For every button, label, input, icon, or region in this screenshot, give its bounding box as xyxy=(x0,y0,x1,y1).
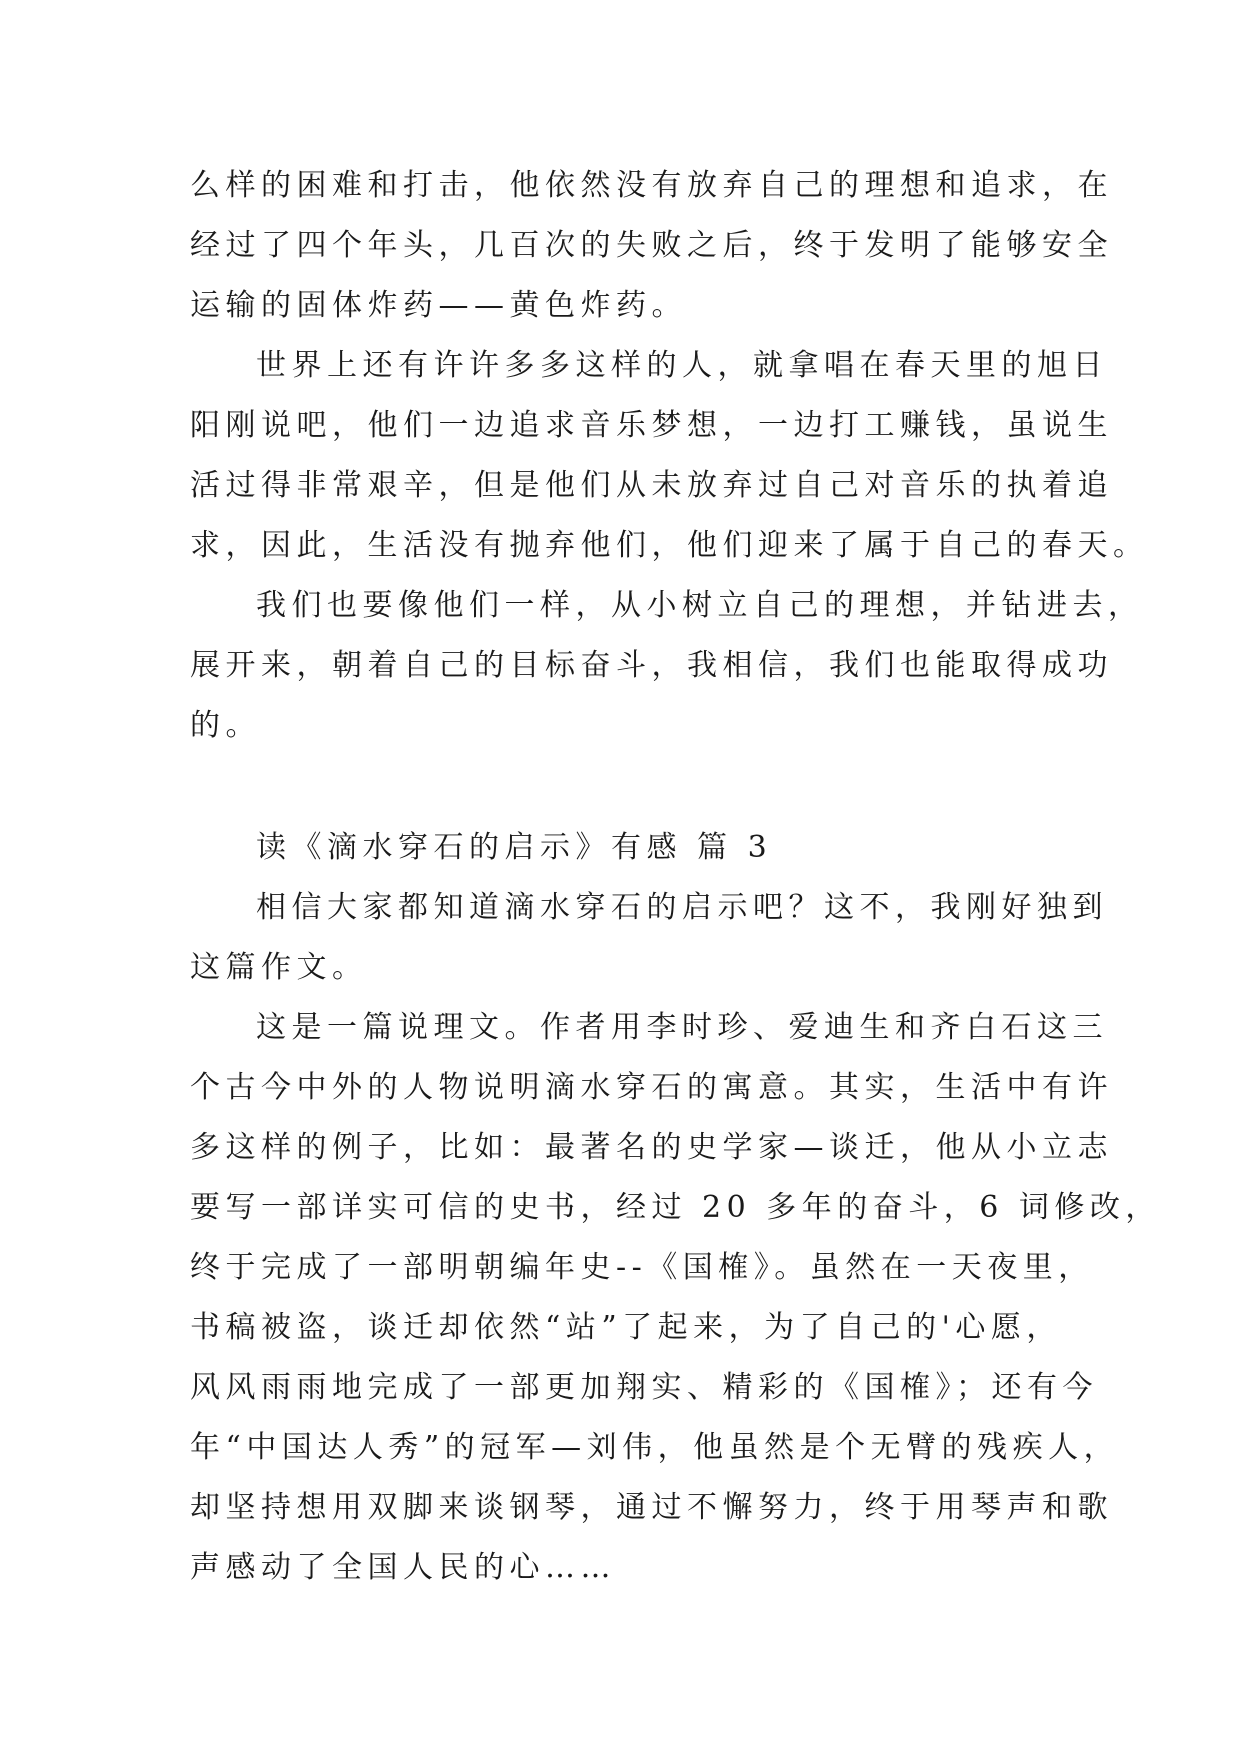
text-line: 风风雨雨地完成了一部更加翔实、精彩的《国榷》；还有今 xyxy=(190,1370,1098,1405)
paragraph-first-line: 这是一篇说理文。作者用李时珍、爱迪生和齐白石这三 xyxy=(256,1010,1108,1045)
paragraph-first-line: 相信大家都知道滴水穿石的启示吧？这不，我刚好独到 xyxy=(256,890,1108,925)
text-line: 展开来，朝着自己的目标奋斗，我相信，我们也能取得成功 xyxy=(190,648,1113,683)
text-line: 多这样的例子，比如：最著名的史学家—谈迁，他从小立志 xyxy=(190,1130,1113,1165)
text-line: 的。 xyxy=(190,708,261,743)
section-heading: 读《滴水穿石的启示》有感 篇 3 xyxy=(256,830,773,865)
text-line: 年“中国达人秀”的冠军—刘伟，他虽然是个无臂的残疾人， xyxy=(190,1430,1120,1465)
text-line: 终于完成了一部明朝编年史--《国榷》。虽然在一天夜里， xyxy=(190,1250,1094,1285)
paragraph-first-line: 我们也要像他们一样，从小树立自己的理想，并钻进去， xyxy=(256,588,1144,623)
text-line: 求，因此，生活没有抛弃他们，他们迎来了属于自己的春天。 xyxy=(190,528,1149,563)
text-line: 活过得非常艰辛，但是他们从未放弃过自己对音乐的执着追 xyxy=(190,468,1113,503)
text-line: 阳刚说吧，他们一边追求音乐梦想，一边打工赚钱，虽说生 xyxy=(190,408,1113,443)
text-line: 书稿被盗，谈迁却依然“站”了起来，为了自己的'心愿， xyxy=(190,1310,1062,1345)
text-line: 个古今中外的人物说明滴水穿石的寓意。其实，生活中有许 xyxy=(190,1070,1113,1105)
text-line: 却坚持想用双脚来谈钢琴，通过不懈努力，终于用琴声和歌 xyxy=(190,1490,1113,1525)
text-line: 这篇作文。 xyxy=(190,950,368,985)
text-line: 么样的困难和打击，他依然没有放弃自己的理想和追求，在 xyxy=(190,168,1113,203)
text-line: 要写一部详实可信的史书，经过 20 多年的奋斗，6 词修改， xyxy=(190,1190,1161,1225)
text-line: 经过了四个年头，几百次的失败之后，终于发明了能够安全 xyxy=(190,228,1113,263)
paragraph-first-line: 世界上还有许许多多这样的人，就拿唱在春天里的旭日 xyxy=(256,348,1108,383)
text-line: 声感动了全国人民的心…… xyxy=(190,1550,616,1585)
text-line: 运输的固体炸药——黄色炸药。 xyxy=(190,288,687,323)
